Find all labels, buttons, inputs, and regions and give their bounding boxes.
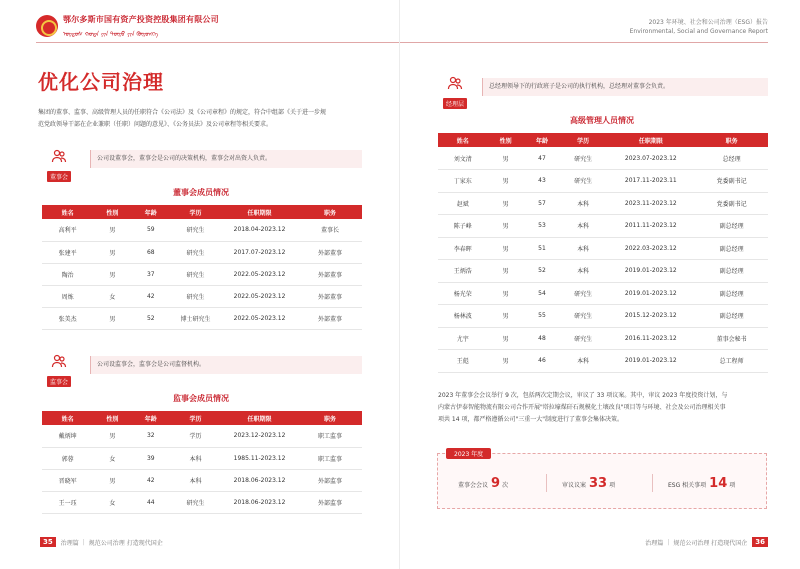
senior-cell: 43 [524, 170, 560, 193]
board-icon-box [40, 145, 78, 183]
senior-cell: 2022.03-2023.12 [606, 237, 695, 260]
board-cell: 周炼 [42, 285, 93, 307]
table-row [438, 305, 768, 328]
senior-cell: 2016.11-2023.12 [606, 327, 695, 350]
senior-header-cell: 姓名 [438, 133, 488, 147]
right-footer: 治理篇 | 规范公司治理 打造现代国企 36 [645, 537, 768, 547]
people-icon [51, 148, 67, 164]
supervisor-cell: 2018.06-2023.12 [221, 469, 298, 491]
senior-cell: 2011.11-2023.12 [606, 215, 695, 238]
supervisor-cell: 本科 [170, 469, 221, 491]
stat-divider [546, 474, 547, 492]
senior-cell: 本科 [560, 260, 606, 283]
supervisor-header-cell: 职务 [298, 411, 362, 425]
board-cell: 37 [132, 263, 170, 285]
table-row [438, 327, 768, 350]
table-row [438, 215, 768, 238]
supervisor-cell: 研究生 [170, 491, 221, 513]
supervisor-cell: 男 [93, 425, 131, 447]
senior-table-title: 高级管理人员情况 [570, 116, 634, 125]
supervisor-cell: 戴炳坤 [42, 425, 93, 447]
senior-cell: 2017.11-2023.11 [606, 170, 695, 193]
board-cell: 外部董事 [298, 307, 362, 329]
supervisor-cell: 42 [132, 469, 170, 491]
supervisor-table-title: 监事会成员情况 [173, 394, 229, 403]
board-cell: 男 [93, 307, 131, 329]
table-row [42, 241, 362, 263]
manager-description: 总经理领导下的行政班子是公司的执行机构，总经理对董事会负责。 [482, 78, 768, 96]
senior-cell: 总经理 [695, 147, 768, 170]
stat-divider [652, 474, 653, 492]
senior-cell: 陈子峰 [438, 215, 488, 238]
table-row [438, 260, 768, 283]
board-cell: 外部董事 [298, 263, 362, 285]
board-table-header [42, 205, 362, 219]
senior-cell: 副总经理 [695, 260, 768, 283]
board-header-cell: 任职期限 [221, 205, 298, 219]
senior-cell: 研究生 [560, 147, 606, 170]
table-row [438, 282, 768, 305]
table-row [438, 170, 768, 193]
table-row [438, 147, 768, 170]
page-title: 优化公司治理 [38, 70, 164, 94]
supervisor-cell: 学历 [170, 425, 221, 447]
board-cell: 男 [93, 219, 131, 241]
stat-esg-items: ESG 相关事项 14 项 [668, 476, 736, 491]
company-name-cn: 鄂尔多斯市国有资产投资控股集团有限公司 [63, 15, 219, 24]
senior-cell: 董事会秘书 [695, 327, 768, 350]
senior-cell: 男 [488, 192, 524, 215]
senior-header-cell: 任职期限 [606, 133, 695, 147]
stat-board-meetings: 董事会会议 9 次 [458, 476, 509, 491]
supervisor-cell: 女 [93, 491, 131, 513]
senior-cell: 2019.01-2023.12 [606, 260, 695, 283]
board-cell: 研究生 [170, 241, 221, 263]
board-cell: 52 [132, 307, 170, 329]
board-cell: 陶治 [42, 263, 93, 285]
supervisor-table [42, 411, 362, 514]
senior-header-cell: 年龄 [524, 133, 560, 147]
senior-cell: 研究生 [560, 282, 606, 305]
senior-cell: 研究生 [560, 170, 606, 193]
manager-icon-box [436, 72, 474, 110]
board-cell: 研究生 [170, 285, 221, 307]
senior-cell: 研究生 [560, 327, 606, 350]
senior-cell: 刘文清 [438, 147, 488, 170]
senior-cell: 51 [524, 237, 560, 260]
board-label: 董事会 [47, 171, 71, 182]
supervisor-cell: 外部监事 [298, 469, 362, 491]
supervisor-cell: 2023.12-2023.12 [221, 425, 298, 447]
senior-cell: 丁家东 [438, 170, 488, 193]
senior-cell: 王炳浩 [438, 260, 488, 283]
header-rule [36, 42, 400, 43]
senior-header-cell: 职务 [695, 133, 768, 147]
meeting-paragraph: 2023 年董事会会议举行 9 次，包括两次定期会议，审议了 33 项议案。其中，审议 2023 年度投资计划，与 内蒙古伊泰智能物流有限公司合作开展"塔拉壕煤矸石规模化土壤改良"项目等与环境、社会及公司治理相关事 项共 14 项，都严格遵循公司"三重一大"制度进行了董事会集体决策。 [438, 392, 728, 423]
board-cell: 59 [132, 219, 170, 241]
senior-table [438, 133, 768, 373]
supervisor-cell: 本科 [170, 447, 221, 469]
senior-header-cell: 学历 [560, 133, 606, 147]
supervisor-cell: 郭蓉 [42, 447, 93, 469]
supervisor-header-cell: 任职期限 [221, 411, 298, 425]
board-header-cell: 职务 [298, 205, 362, 219]
supervisor-description: 公司设监事会，监事会是公司监督机构。 [90, 356, 362, 374]
senior-cell: 48 [524, 327, 560, 350]
senior-cell: 57 [524, 192, 560, 215]
senior-cell: 研究生 [560, 305, 606, 328]
supervisor-cell: 男 [93, 469, 131, 491]
board-cell: 张美杰 [42, 307, 93, 329]
table-row [42, 219, 362, 241]
board-cell: 张建平 [42, 241, 93, 263]
footer-slogan: 规范公司治理 打造现代国企 [673, 539, 748, 547]
board-cell: 42 [132, 285, 170, 307]
senior-cell: 李春晖 [438, 237, 488, 260]
table-row [42, 307, 362, 329]
senior-cell: 党委副书记 [695, 192, 768, 215]
intro-paragraph: 集团的董事、监事、高级管理人员的任职符合《公司法》及《公司章程》的规定，符合中组部《关于进一步规 范党政领导干部在企业兼职（任职）问题的意见》、《公务员法》及公司章程等相关要求。 [38, 109, 327, 128]
stats-year-tag: 2023 年度 [446, 448, 491, 459]
senior-cell: 2019.01-2023.12 [606, 282, 695, 305]
table-row [42, 263, 362, 285]
supervisor-header-cell: 年龄 [132, 411, 170, 425]
board-cell: 女 [93, 285, 131, 307]
senior-cell: 本科 [560, 237, 606, 260]
stat-proposals: 审议议案 33 项 [562, 476, 616, 491]
supervisor-cell: 44 [132, 491, 170, 513]
footer-section: 治理篇 [645, 539, 664, 547]
table-row [42, 491, 362, 513]
senior-header-cell: 性别 [488, 133, 524, 147]
board-cell: 2022.05-2023.12 [221, 285, 298, 307]
supervisor-cell: 2018.06-2023.12 [221, 491, 298, 513]
people-icon [447, 75, 463, 91]
senior-cell: 男 [488, 350, 524, 373]
senior-cell: 男 [488, 327, 524, 350]
board-header-cell: 姓名 [42, 205, 93, 219]
supervisor-header-cell: 性别 [93, 411, 131, 425]
people-icon [51, 353, 67, 369]
table-row [42, 447, 362, 469]
senior-cell: 男 [488, 147, 524, 170]
senior-cell: 王彪 [438, 350, 488, 373]
senior-cell: 副总经理 [695, 215, 768, 238]
manager-label: 经理层 [443, 98, 467, 109]
table-row [42, 469, 362, 491]
board-header-cell: 年龄 [132, 205, 170, 219]
table-row [42, 425, 362, 447]
senior-cell: 本科 [560, 192, 606, 215]
senior-cell: 46 [524, 350, 560, 373]
table-row [438, 350, 768, 373]
page-number: 36 [752, 537, 768, 547]
senior-cell: 赵斌 [438, 192, 488, 215]
supervisor-table-header [42, 411, 362, 425]
senior-table-header [438, 133, 768, 147]
supervisor-cell: 39 [132, 447, 170, 469]
senior-cell: 2023.07-2023.12 [606, 147, 695, 170]
supervisor-cell: 职工监事 [298, 447, 362, 469]
senior-cell: 55 [524, 305, 560, 328]
senior-cell: 47 [524, 147, 560, 170]
supervisor-icon-box [40, 350, 78, 388]
board-cell: 研究生 [170, 219, 221, 241]
board-cell: 外部董事 [298, 285, 362, 307]
board-table [42, 205, 362, 330]
supervisor-cell: 晋晓军 [42, 469, 93, 491]
board-cell: 博士研究生 [170, 307, 221, 329]
board-cell: 男 [93, 241, 131, 263]
senior-cell: 男 [488, 282, 524, 305]
senior-cell: 副总经理 [695, 282, 768, 305]
board-header-cell: 学历 [170, 205, 221, 219]
supervisor-cell: 1985.11-2023.12 [221, 447, 298, 469]
senior-cell: 男 [488, 260, 524, 283]
senior-cell: 2015.12-2023.12 [606, 305, 695, 328]
supervisor-cell: 外部监事 [298, 491, 362, 513]
senior-cell: 本科 [560, 350, 606, 373]
table-row [438, 192, 768, 215]
board-header-cell: 性别 [93, 205, 131, 219]
senior-cell: 男 [488, 170, 524, 193]
board-description: 公司设董事会，董事会是公司的决策机构，董事会对出资人负责。 [90, 150, 362, 168]
footer-slogan: 规范公司治理 打造现代国企 [88, 539, 163, 547]
page-number: 35 [40, 537, 56, 547]
supervisor-header-cell: 姓名 [42, 411, 93, 425]
report-title: 2023 年环境、社会和公司治理（ESG）报告 Environmental, Social and Governance Report [629, 19, 768, 35]
footer-section: 治理篇 [60, 539, 79, 547]
board-cell: 外部董事 [298, 241, 362, 263]
board-cell: 男 [93, 263, 131, 285]
board-cell: 2018.04-2023.12 [221, 219, 298, 241]
senior-cell: 副总经理 [695, 237, 768, 260]
table-row [438, 237, 768, 260]
senior-cell: 2023.11-2023.12 [606, 192, 695, 215]
supervisor-label: 监事会 [47, 376, 71, 387]
board-cell: 68 [132, 241, 170, 263]
senior-cell: 52 [524, 260, 560, 283]
senior-cell: 男 [488, 305, 524, 328]
senior-cell: 副总经理 [695, 305, 768, 328]
board-cell: 研究生 [170, 263, 221, 285]
senior-cell: 总工程师 [695, 350, 768, 373]
senior-cell: 本科 [560, 215, 606, 238]
header-rule [400, 42, 768, 43]
senior-cell: 党委副书记 [695, 170, 768, 193]
board-cell: 高利平 [42, 219, 93, 241]
senior-cell: 男 [488, 237, 524, 260]
emblem-icon [36, 15, 58, 37]
supervisor-cell: 女 [93, 447, 131, 469]
board-cell: 董事长 [298, 219, 362, 241]
senior-cell: 2019.01-2023.12 [606, 350, 695, 373]
table-row [42, 285, 362, 307]
senior-cell: 男 [488, 215, 524, 238]
company-name-mn: ᠣᠷᠳᠣᠰ ᠬᠣᠲᠠ ᠶᠢᠨ ᠲᠥᠷᠥ ᠶᠢᠨ ᠬᠥᠷᠥᠩᠭᠡ [63, 31, 159, 38]
supervisor-cell: 32 [132, 425, 170, 447]
senior-cell: 53 [524, 215, 560, 238]
supervisor-cell: 王一珏 [42, 491, 93, 513]
board-cell: 2017.07-2023.12 [221, 241, 298, 263]
company-logo [36, 14, 219, 38]
senior-cell: 54 [524, 282, 560, 305]
supervisor-header-cell: 学历 [170, 411, 221, 425]
left-footer: 35 治理篇 | 规范公司治理 打造现代国企 [40, 537, 163, 547]
board-table-title: 董事会成员情况 [173, 188, 229, 197]
supervisor-cell: 职工监事 [298, 425, 362, 447]
board-cell: 2022.05-2023.12 [221, 307, 298, 329]
senior-cell: 杨光荣 [438, 282, 488, 305]
senior-cell: 杨林波 [438, 305, 488, 328]
senior-cell: 尤宇 [438, 327, 488, 350]
annual-stats-box [437, 453, 767, 509]
board-cell: 2022.05-2023.12 [221, 263, 298, 285]
